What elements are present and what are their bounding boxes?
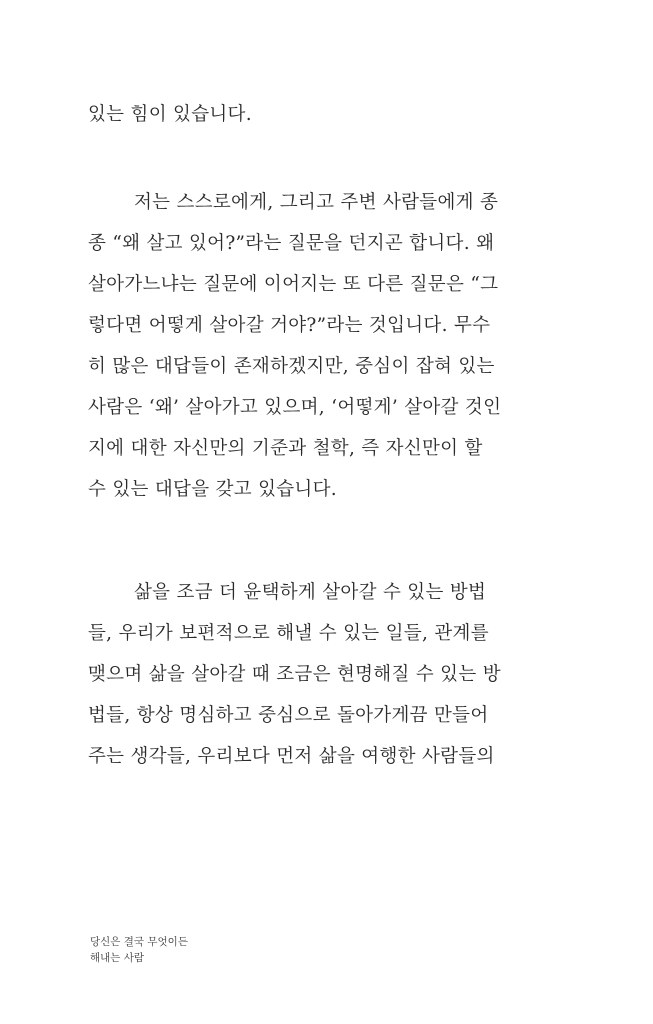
paragraph-line: 삶을 조금 더 윤택하게 살아갈 수 있는 방법 bbox=[134, 582, 487, 603]
paragraph-line: 주는 생각들, 우리보다 먼저 삶을 여행한 사람들의 bbox=[88, 746, 495, 767]
paragraph-line: 지에 대한 자신만의 기준과 철학, 즉 자신만이 할 bbox=[88, 438, 483, 459]
paragraph-line: 저는 스스로에게, 그리고 주변 사람들에게 종 bbox=[134, 192, 499, 213]
paragraph-line: 맺으며 삶을 살아갈 때 조금은 현명해질 수 있는 방 bbox=[88, 664, 501, 685]
paragraph-line: 사람은 ‘왜’ 살아가고 있으며, ‘어떻게’ 살아갈 것인 bbox=[88, 397, 502, 418]
paragraph-line: 법들, 항상 명심하고 중심으로 돌아가게끔 만들어 bbox=[88, 705, 489, 726]
paragraph-line: 종 “왜 살고 있어?”라는 질문을 던지곤 합니다. 왜 bbox=[88, 233, 495, 254]
paragraph-line: 렇다면 어떻게 살아갈 거야?”라는 것입니다. 무수 bbox=[88, 315, 491, 336]
paragraph-line: 수 있는 대답을 갖고 있습니다. bbox=[88, 479, 337, 500]
paragraph-line: 있는 힘이 있습니다. bbox=[88, 104, 252, 125]
paragraph-line: 히 많은 대답들이 존재하겠지만, 중심이 잡혀 있는 bbox=[88, 356, 495, 377]
footer-book-title-line1: 당신은 결국 무엇이든 bbox=[90, 936, 188, 948]
paragraph-line: 살아가느냐는 질문에 이어지는 또 다른 질문은 “그 bbox=[88, 274, 499, 295]
footer-book-title-line2: 해내는 사람 bbox=[90, 952, 145, 964]
paragraph-line: 들, 우리가 보편적으로 해낼 수 있는 일들, 관계를 bbox=[88, 623, 489, 644]
